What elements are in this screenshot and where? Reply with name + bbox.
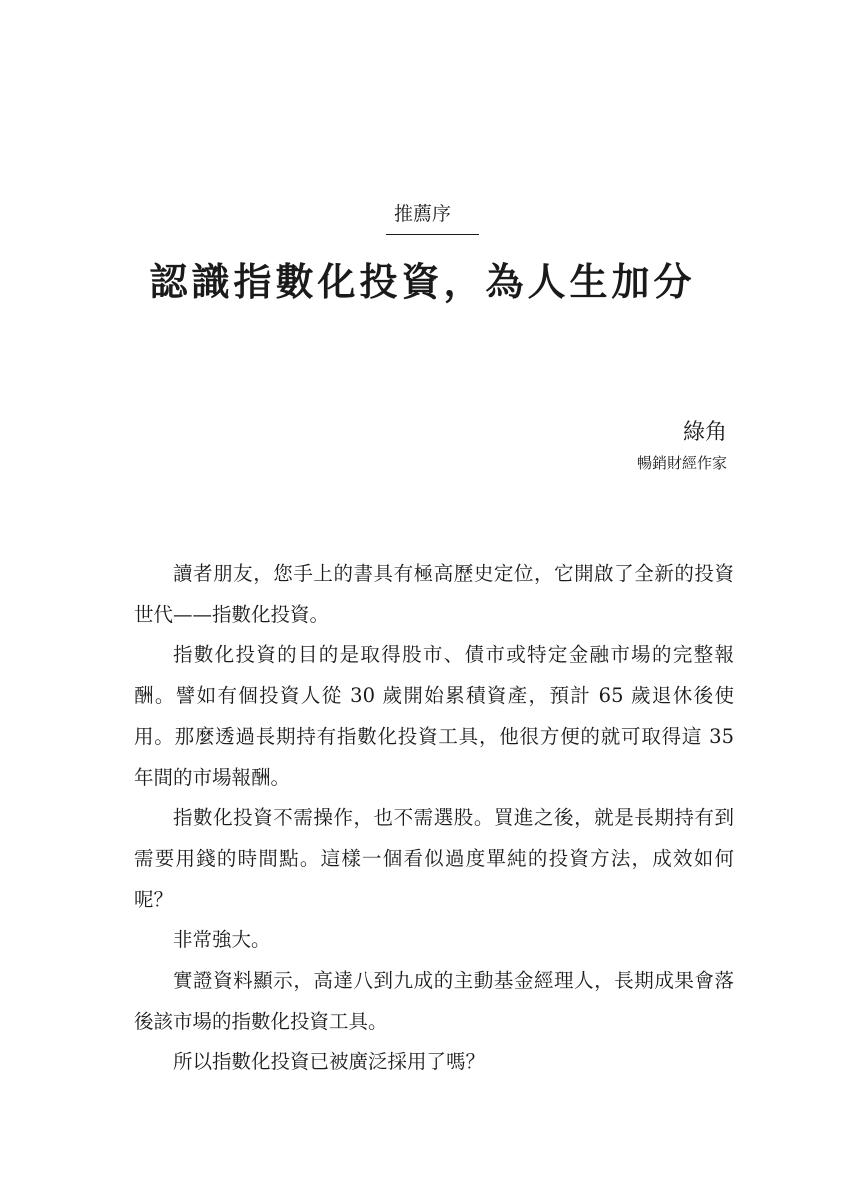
page-title: 認識指數化投資，為人生加分 bbox=[149, 260, 696, 304]
paragraph: 所以指數化投資已被廣泛採用了嗎？ bbox=[173, 1050, 486, 1074]
paragraph: 讀者朋友，您手上的書具有極高歷史定位，它開啟了全新的投資世代——指數化投資。 bbox=[134, 562, 734, 626]
paragraph: 指數化投資的目的是取得股市、債市或特定金融市場的完整報酬。譬如有個投資人從 30 歲開始累積資產，預計 65 歲退休後使用。那麼透過長期持有指數化投資工具，他很方便的就可取得這 35 年間的市場報酬。 bbox=[134, 643, 734, 789]
body-text bbox=[134, 554, 734, 1083]
paragraph: 實證資料顯示，高達八到九成的主動基金經理人，長期成果會落後該市場的指數化投資工具。 bbox=[134, 969, 734, 1033]
section-divider bbox=[386, 234, 479, 235]
author-role: 暢銷財經作家 bbox=[636, 454, 727, 472]
author-name: 綠角 bbox=[682, 420, 727, 445]
paragraph: 非常強大。 bbox=[173, 928, 271, 952]
paragraph: 指數化投資不需操作，也不需選股。買進之後，就是長期持有到需要用錢的時間點。這樣一個看似過度單純的投資方法，成效如何呢？ bbox=[134, 806, 734, 911]
section-label: 推薦序 bbox=[393, 203, 451, 225]
